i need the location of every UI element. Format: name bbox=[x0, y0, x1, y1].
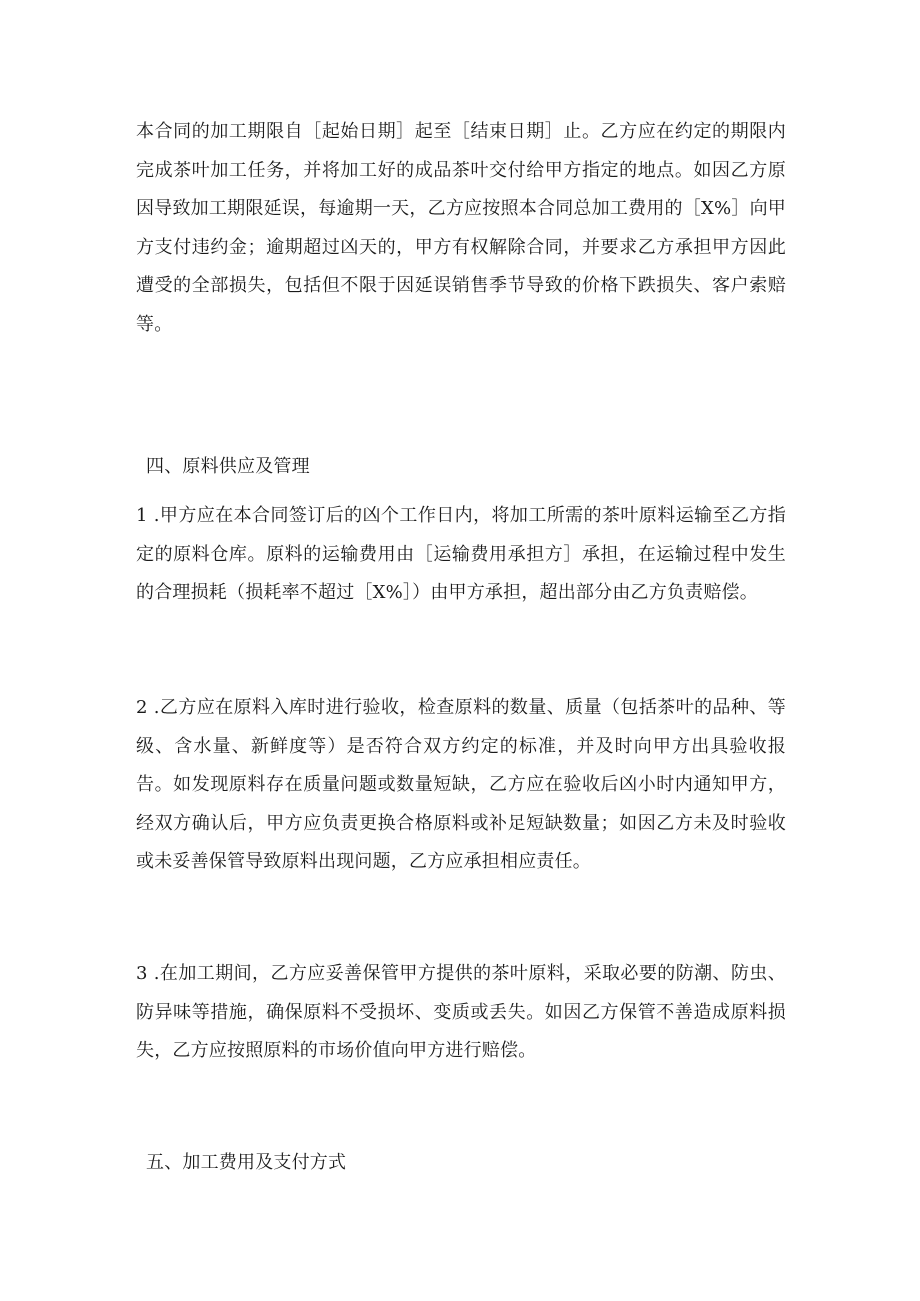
section-heading-raw-material: 四、原料供应及管理 bbox=[146, 456, 310, 477]
clause-4-2: 2 .乙方应在原料入库时进行验收，检查原料的数量、质量（包括茶叶的品种、等级、含水量、新鲜度等）是否符合双方约定的标准，并及时向甲方出具验收报告。如发现原料存在质量问题或数量短缺，乙方应在验收后凶小时内通知甲方，经双方确认后，甲方应负责更换合格原料或补足短缺数量；如因乙方未及时验收或未妥善保管导致原料出现问题，乙方应承担相应责任。 bbox=[136, 697, 786, 873]
clause-4-1: 1 .甲方应在本合同签订后的凶个工作日内，将加工所需的茶叶原料运输至乙方指定的原料仓库。原料的运输费用由［运输费用承担方］承担，在运输过程中发生的合理损耗（损耗率不超过［X%］）由甲方承担，超出部分由乙方负责赔偿。 bbox=[136, 505, 786, 604]
paragraph-processing-term: 本合同的加工期限自［起始日期］起至［结束日期］止。乙方应在约定的期限内完成茶叶加工任务，并将加工好的成品茶叶交付给甲方指定的地点。如因乙方原因导致加工期限延误，每逾期一天，乙方应按照本合同总加工费用的［X%］向甲方支付违约金；逾期超过凶天的，甲方有权解除合同，并要求乙方承担甲方因此遭受的全部损失，包括但不限于因延误销售季节导致的价格下跌损失、客户索赔等。 bbox=[136, 121, 786, 335]
section-heading-fees-payment: 五、加工费用及支付方式 bbox=[146, 1152, 347, 1173]
clause-4-3: 3 .在加工期间，乙方应妥善保管甲方提供的茶叶原料，采取必要的防潮、防虫、防异味等措施，确保原料不受损坏、变质或丢失。如因乙方保管不善造成原料损失，乙方应按照原料的市场价值向甲方进行赔偿。 bbox=[136, 963, 786, 1062]
